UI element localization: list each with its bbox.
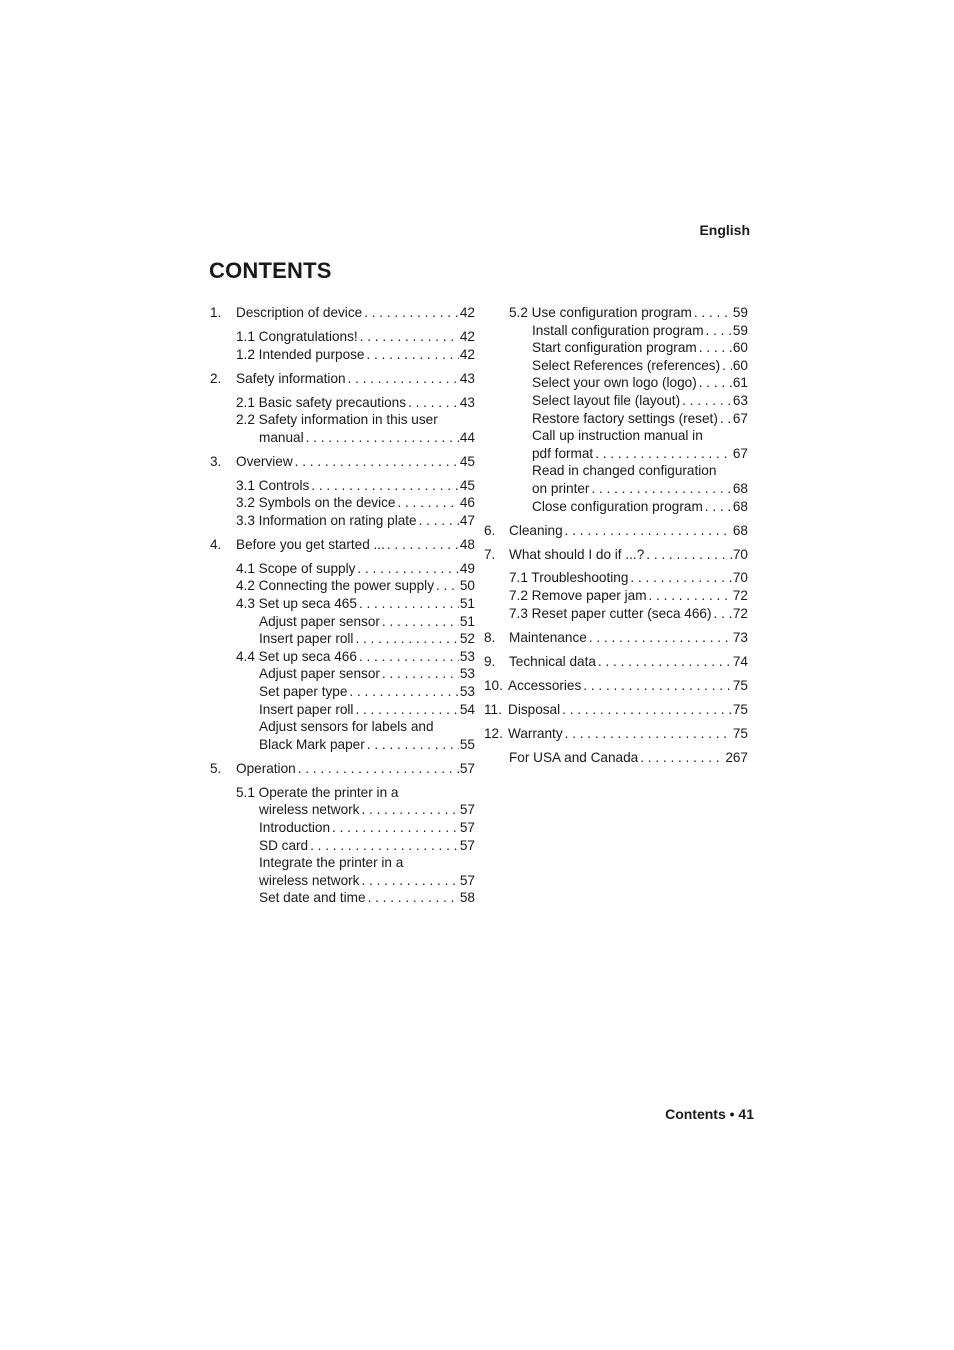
toc-entry-page: 57	[459, 819, 475, 835]
toc-entry[interactable]	[210, 819, 475, 837]
toc-entry[interactable]	[484, 410, 748, 428]
toc-entry[interactable]	[210, 577, 475, 595]
page-title: CONTENTS	[209, 258, 332, 283]
dot-leader	[436, 577, 459, 595]
dot-leader	[722, 357, 732, 375]
toc-entry-label: 4.3 Set up seca 465	[236, 596, 357, 612]
toc-entry-label: Warranty	[508, 725, 563, 741]
toc-entry[interactable]	[484, 339, 748, 357]
toc-entry-page: 57	[459, 760, 475, 776]
toc-entry-label: manual	[259, 429, 304, 445]
toc-entry-page: 43	[459, 394, 475, 410]
toc-entry-page: 57	[459, 802, 475, 818]
toc-entry-number: 8.	[484, 629, 496, 645]
toc-entry-page: 48	[459, 536, 475, 552]
dot-leader	[355, 630, 458, 648]
toc-entry-label: wireless network	[259, 802, 360, 818]
dot-leader	[714, 605, 732, 623]
toc-entry-page: 53	[459, 684, 475, 700]
toc-entry-page: 267	[725, 749, 748, 765]
toc-entry-label: 1.2 Intended purpose	[236, 346, 365, 362]
toc-entry-label: Insert paper roll	[259, 631, 354, 647]
toc-entry-label: wireless network	[259, 872, 360, 888]
dot-leader	[367, 736, 459, 754]
dot-leader	[419, 512, 459, 530]
toc-entry[interactable]	[210, 453, 475, 471]
toc-entry[interactable]	[484, 392, 748, 410]
toc-entry-label: 2.1 Basic safety precautions	[236, 394, 407, 410]
toc-entry-label: Adjust paper sensor	[259, 666, 380, 682]
toc-entry[interactable]	[210, 328, 475, 346]
dot-leader	[349, 683, 458, 701]
dot-leader	[562, 701, 732, 719]
toc-entry-page: 50	[459, 578, 475, 594]
dot-leader	[359, 648, 459, 666]
toc-column-left	[210, 304, 475, 907]
toc-entry-page: 67	[732, 445, 748, 461]
toc-entry-page: 52	[459, 631, 475, 647]
toc-entry-label: 2.2 Safety information in this user	[236, 412, 438, 428]
toc-entry-page: 70	[732, 570, 748, 586]
dot-leader	[359, 595, 459, 613]
toc-entry[interactable]	[484, 701, 748, 719]
toc-entry-page: 68	[732, 498, 748, 514]
dot-leader	[682, 392, 732, 410]
toc-entry-page: 43	[459, 370, 475, 386]
toc-entry-label: Read in changed configuration	[532, 463, 717, 479]
dot-leader	[720, 410, 732, 428]
dot-leader	[591, 480, 731, 498]
toc-entry-label: Description of device	[236, 305, 363, 320]
toc-entry[interactable]	[484, 569, 748, 587]
toc-entry[interactable]	[484, 357, 748, 375]
toc-entry-label: 5.2 Use configuration program	[509, 305, 692, 320]
toc-entry-label: Select layout file (layout)	[532, 392, 681, 408]
toc-entry-label: Call up instruction manual in	[532, 428, 703, 444]
toc-entry-page: 45	[459, 453, 475, 469]
dot-leader	[397, 494, 458, 512]
toc-entry-label: For USA and Canada	[509, 749, 639, 765]
toc-entry-page: 54	[459, 701, 475, 717]
toc-entry-label: Close configuration program	[532, 498, 703, 514]
toc-entry-page: 55	[459, 736, 475, 752]
toc-entry[interactable]	[210, 760, 475, 778]
toc-entry-label: Before you get started ...	[236, 536, 385, 552]
toc-entry-page: 73	[732, 629, 748, 645]
toc-entry-label: Black Mark paper	[259, 736, 365, 752]
dot-leader	[306, 429, 459, 447]
toc-column-right	[484, 304, 748, 766]
dot-leader	[649, 587, 732, 605]
dot-leader	[368, 889, 459, 907]
toc-entry[interactable]	[210, 854, 475, 872]
toc-entry[interactable]	[484, 480, 748, 498]
toc-entry-page: 47	[459, 512, 475, 528]
dot-leader	[332, 819, 459, 837]
toc-entry-page: 61	[732, 375, 748, 391]
toc-entry-page: 53	[459, 648, 475, 664]
toc-entry-label: Technical data	[509, 653, 596, 669]
toc-entry-label: Set paper type	[259, 684, 348, 700]
dot-leader	[367, 346, 459, 364]
toc-entry-page: 70	[732, 546, 748, 562]
toc-entry[interactable]	[210, 512, 475, 530]
dot-leader	[360, 328, 459, 346]
toc-entry[interactable]	[210, 477, 475, 495]
toc-entry-page: 42	[459, 305, 475, 320]
toc-entry-page: 42	[459, 346, 475, 362]
toc-entry-number: 9.	[484, 653, 496, 669]
toc-entry[interactable]	[210, 889, 475, 907]
toc-entry-label: What should I do if ...?	[509, 546, 645, 562]
dot-leader	[382, 613, 459, 631]
toc-entry-label: Adjust paper sensor	[259, 613, 380, 629]
dot-leader	[357, 560, 458, 578]
toc-entry-page: 68	[732, 480, 748, 496]
dot-leader	[640, 749, 724, 767]
toc-entry[interactable]	[210, 346, 475, 364]
toc-entry-page: 67	[732, 410, 748, 426]
dot-leader	[699, 339, 732, 357]
toc-entry-number: 12.	[484, 725, 503, 741]
dot-leader	[646, 546, 732, 564]
dot-leader	[364, 304, 459, 322]
toc-entry-page: 45	[459, 477, 475, 493]
toc-entry[interactable]	[210, 683, 475, 701]
toc-entry-label: on printer	[532, 480, 590, 496]
toc-entry[interactable]	[484, 725, 748, 743]
toc-entry-page: 63	[732, 392, 748, 408]
toc-entry-page: 51	[459, 596, 475, 612]
toc-entry-page: 60	[732, 357, 748, 373]
toc-entry-label: Introduction	[259, 819, 331, 835]
toc-entry-number: 10.	[484, 677, 503, 693]
toc-entry[interactable]	[484, 546, 748, 564]
toc-entry-number: 6.	[484, 522, 496, 538]
toc-entry-label: 7.1 Troubleshooting	[509, 570, 629, 586]
toc-entry[interactable]	[210, 304, 475, 322]
toc-entry-label: 4.4 Set up seca 466	[236, 648, 357, 664]
toc-entry[interactable]	[484, 462, 748, 480]
toc-entry[interactable]	[484, 445, 748, 463]
toc-entry-label: Safety information	[236, 370, 346, 386]
toc-entry-page: 42	[459, 328, 475, 344]
toc-entry-page: 68	[732, 522, 748, 538]
toc-entry-label: Select References (references)	[532, 357, 721, 373]
toc-entry-label: 5.1 Operate the printer in a	[236, 784, 399, 800]
dot-leader	[595, 445, 732, 463]
toc-entry[interactable]	[484, 498, 748, 516]
dot-leader	[706, 322, 732, 340]
toc-entry-number: 1.	[210, 305, 222, 320]
dot-leader	[355, 701, 458, 719]
toc-entry-page: 75	[732, 677, 748, 693]
toc-entry[interactable]	[210, 613, 475, 631]
dot-leader	[348, 370, 459, 388]
toc-entry-label: Adjust sensors for labels and	[259, 719, 434, 735]
dot-leader	[565, 522, 732, 540]
dot-leader	[694, 304, 732, 322]
toc-entry[interactable]	[210, 630, 475, 648]
toc-entry[interactable]	[484, 749, 748, 767]
toc-entry[interactable]	[484, 304, 748, 322]
toc-entry-label: Install configuration program	[532, 322, 704, 338]
toc-entry[interactable]	[484, 374, 748, 392]
toc-entry[interactable]	[210, 536, 475, 554]
toc-entry-number: 5.	[210, 760, 222, 776]
toc-entry-label: Restore factory settings (reset)	[532, 410, 718, 426]
toc-entry-page: 72	[732, 588, 748, 604]
toc-entry-page: 72	[732, 605, 748, 621]
toc-entry-number: 2.	[210, 370, 222, 386]
toc-entry-label: 3.3 Information on rating plate	[236, 512, 417, 528]
toc-entry-number: 4.	[210, 536, 222, 552]
toc-entry-page: 75	[732, 725, 748, 741]
toc-entry-label: 7.2 Remove paper jam	[509, 588, 647, 604]
dot-leader	[295, 453, 459, 471]
toc-entry[interactable]	[210, 648, 475, 666]
dot-leader	[387, 536, 459, 554]
toc-entry[interactable]	[484, 427, 748, 445]
toc-entry[interactable]	[210, 784, 475, 802]
toc-entry-label: 4.2 Connecting the power supply	[236, 578, 434, 594]
toc-entry-label: Accessories	[508, 677, 582, 693]
dot-leader	[311, 477, 459, 495]
toc-entry-label: Set date and time	[259, 890, 366, 906]
toc-entry-label: Disposal	[508, 701, 561, 717]
toc-entry-page: 53	[459, 666, 475, 682]
toc-entry-label: Overview	[236, 453, 293, 469]
toc-entry-number: 7.	[484, 546, 496, 562]
dot-leader	[361, 801, 458, 819]
toc-entry-label: Maintenance	[509, 629, 587, 645]
dot-leader	[408, 394, 459, 412]
page-footer: Contents • 41	[665, 1106, 754, 1122]
toc-entry-page: 57	[459, 837, 475, 853]
toc-entry[interactable]	[210, 560, 475, 578]
dot-leader	[382, 665, 459, 683]
toc-entry-label: Operation	[236, 760, 296, 776]
toc-entry-page: 44	[459, 429, 475, 445]
toc-entry-number: 3.	[210, 453, 222, 469]
toc-entry[interactable]	[210, 595, 475, 613]
dot-leader	[699, 374, 732, 392]
toc-entry[interactable]	[210, 665, 475, 683]
toc-entry[interactable]	[210, 801, 475, 819]
toc-entry[interactable]	[484, 605, 748, 623]
toc-entry[interactable]	[484, 522, 748, 540]
toc-entry[interactable]	[484, 677, 748, 695]
dot-leader	[630, 569, 731, 587]
dot-leader	[598, 653, 732, 671]
toc-entry-label: 3.1 Controls	[236, 477, 310, 493]
toc-entry[interactable]	[210, 718, 475, 736]
toc-entry[interactable]	[484, 653, 748, 671]
toc-entry[interactable]	[210, 872, 475, 890]
toc-entry-page: 59	[732, 305, 748, 320]
toc-entry-page: 57	[459, 872, 475, 888]
dot-leader	[298, 760, 459, 778]
toc-entry-label: Select your own logo (logo)	[532, 375, 697, 391]
toc-entry[interactable]	[210, 701, 475, 719]
toc-entry-label: SD card	[259, 837, 309, 853]
toc-entry-label: 3.2 Symbols on the device	[236, 495, 396, 511]
toc-entry-number: 11.	[484, 701, 502, 717]
toc-entry-label: pdf format	[532, 445, 594, 461]
toc-entry[interactable]	[210, 494, 475, 512]
toc-entry-label: Integrate the printer in a	[259, 855, 404, 871]
toc-entry-label: Cleaning	[509, 522, 563, 538]
toc-entry-page: 51	[459, 613, 475, 629]
toc-entry-label: 1.1 Congratulations!	[236, 328, 358, 344]
toc-entry-page: 49	[459, 560, 475, 576]
dot-leader	[705, 498, 732, 516]
dot-leader	[361, 872, 458, 890]
dot-leader	[310, 837, 459, 855]
toc-entry-page: 60	[732, 340, 748, 356]
toc-entry[interactable]	[484, 629, 748, 647]
toc-entry-label: Start configuration program	[532, 340, 697, 356]
toc-entry[interactable]	[210, 429, 475, 447]
dot-leader	[565, 725, 732, 743]
toc-entry-page: 59	[732, 322, 748, 338]
language-label: English	[699, 222, 750, 238]
dot-leader	[583, 677, 732, 695]
toc-entry-label: 4.1 Scope of supply	[236, 560, 356, 576]
toc-entry[interactable]	[210, 394, 475, 412]
toc-entry-page: 75	[732, 701, 748, 717]
toc-entry-label: Insert paper roll	[259, 701, 354, 717]
toc-entry-page: 58	[459, 890, 475, 906]
toc-entry[interactable]	[484, 587, 748, 605]
toc-entry[interactable]	[484, 322, 748, 340]
toc-entry[interactable]	[210, 411, 475, 429]
toc-entry-label: 7.3 Reset paper cutter (seca 466)	[509, 605, 712, 621]
toc-entry[interactable]	[210, 736, 475, 754]
toc-entry[interactable]	[210, 837, 475, 855]
dot-leader	[589, 629, 732, 647]
toc-entry[interactable]	[210, 370, 475, 388]
toc-entry-page: 46	[459, 495, 475, 511]
toc-entry-page: 74	[732, 653, 748, 669]
